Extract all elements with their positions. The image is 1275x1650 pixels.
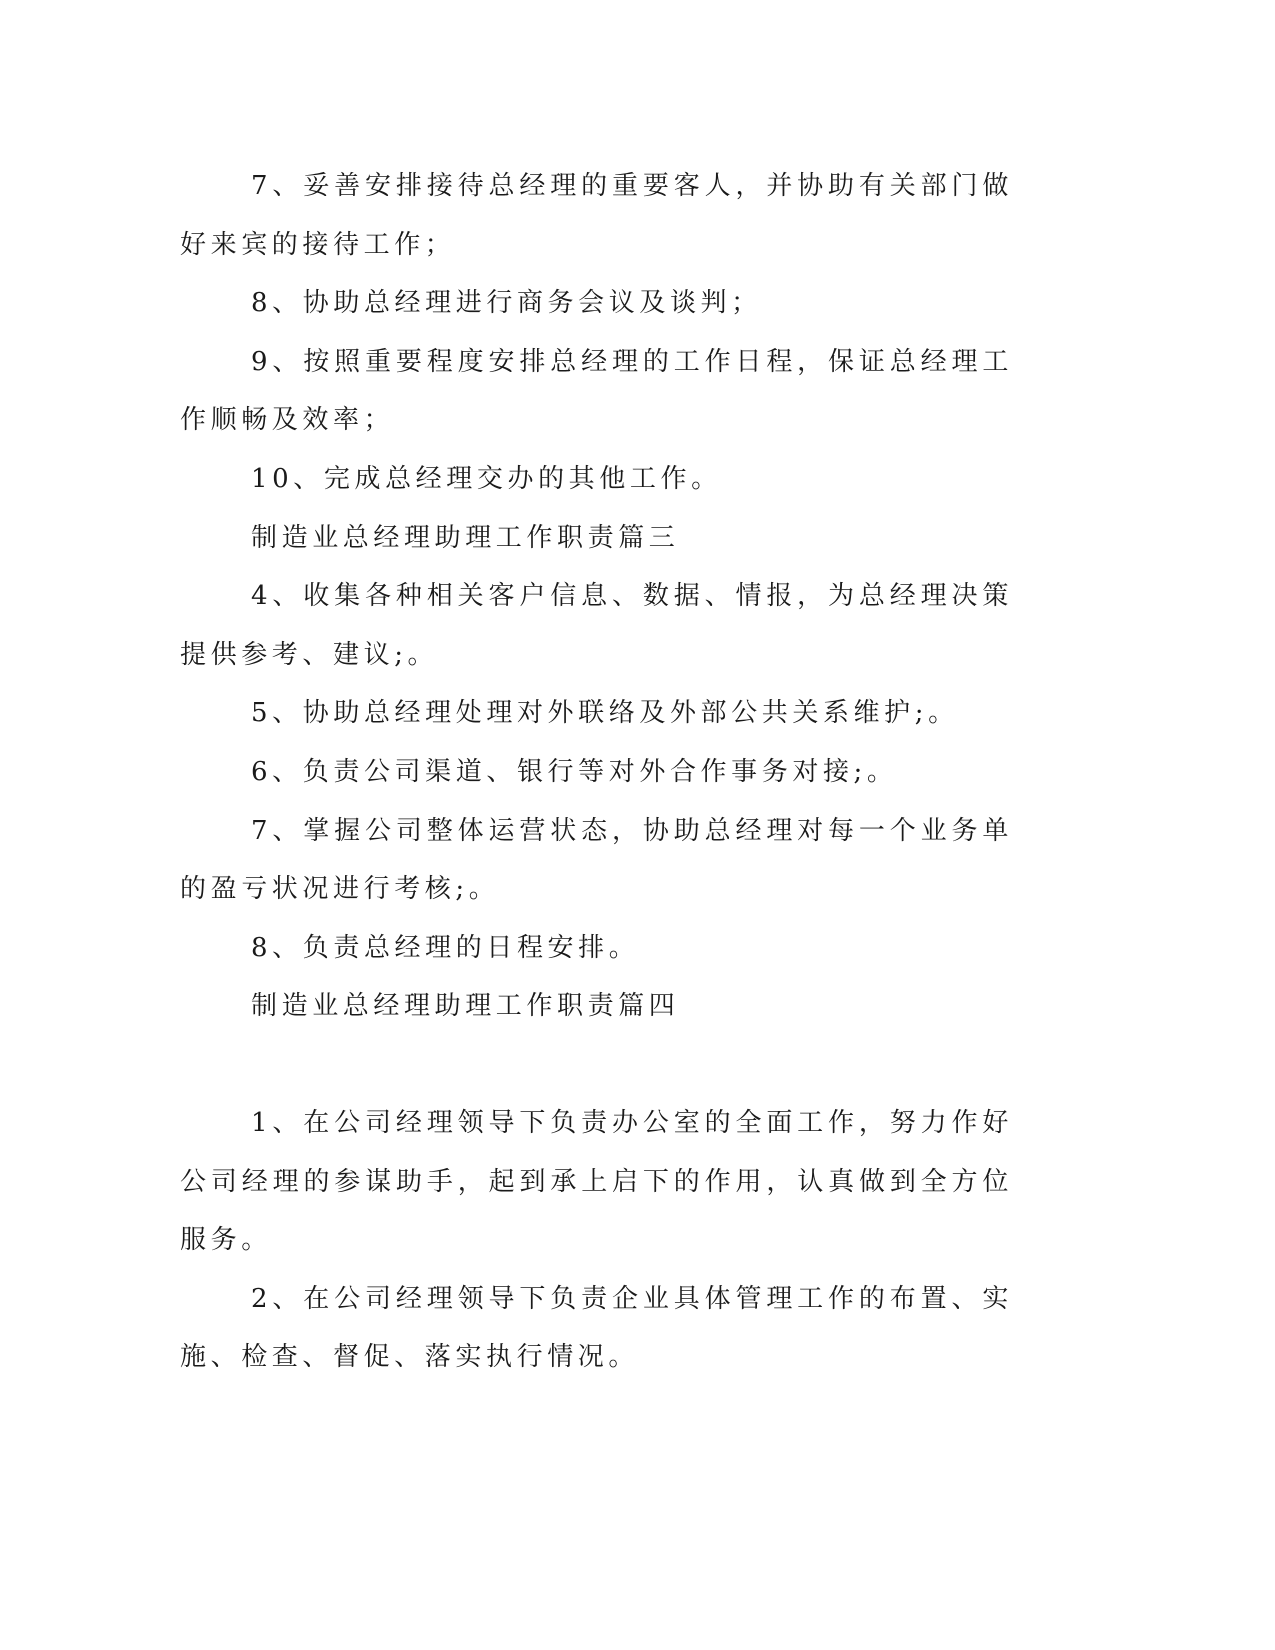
paragraph-item-7-reception: 7、妥善安排接待总经理的重要客人，并协助有关部门做好来宾的接待工作； [180,171,1013,260]
paragraph-item-10-other-work: 10、完成总经理交办的其他工作。 [251,463,722,494]
paragraph-item-1-office-work: 1、在公司经理领导下负责办公室的全面工作，努力作好公司经理的参谋助手，起到承上启下的作用，认真做到全方位服务。 [180,1107,1013,1256]
document-body [180,157,1013,1387]
paragraph-item-8-agenda: 8、负责总经理的日程安排。 [251,932,640,963]
paragraph-item-9-schedule: 9、按照重要程度安排总经理的工作日程，保证总经理工作顺畅及效率； [180,346,1013,436]
paragraph-item-4-information: 4、收集各种相关客户信息、数据、情报，为总经理决策提供参考、建议;。 [180,581,1013,670]
paragraph-item-2-management: 2、在公司经理领导下负责企业具体管理工作的布置、实施、检查、督促、落实执行情况。 [180,1283,1013,1373]
section-heading-part-four: 制造业总经理助理工作职责篇四 [251,991,680,1022]
paragraph-item-5-public-relations: 5、协助总经理处理对外联络及外部公共关系维护;。 [251,698,959,729]
section-heading-part-three: 制造业总经理助理工作职责篇三 [251,522,680,553]
blank-line [180,1036,1013,1094]
paragraph-item-8-negotiation: 8、协助总经理进行商务会议及谈判； [251,288,762,319]
paragraph-item-6-cooperation: 6、负责公司渠道、银行等对外合作事务对接;。 [251,756,898,787]
paragraph-item-7-operations: 7、掌握公司整体运营状态，协助总经理对每一个业务单的盈亏状况进行考核;。 [180,815,1013,905]
